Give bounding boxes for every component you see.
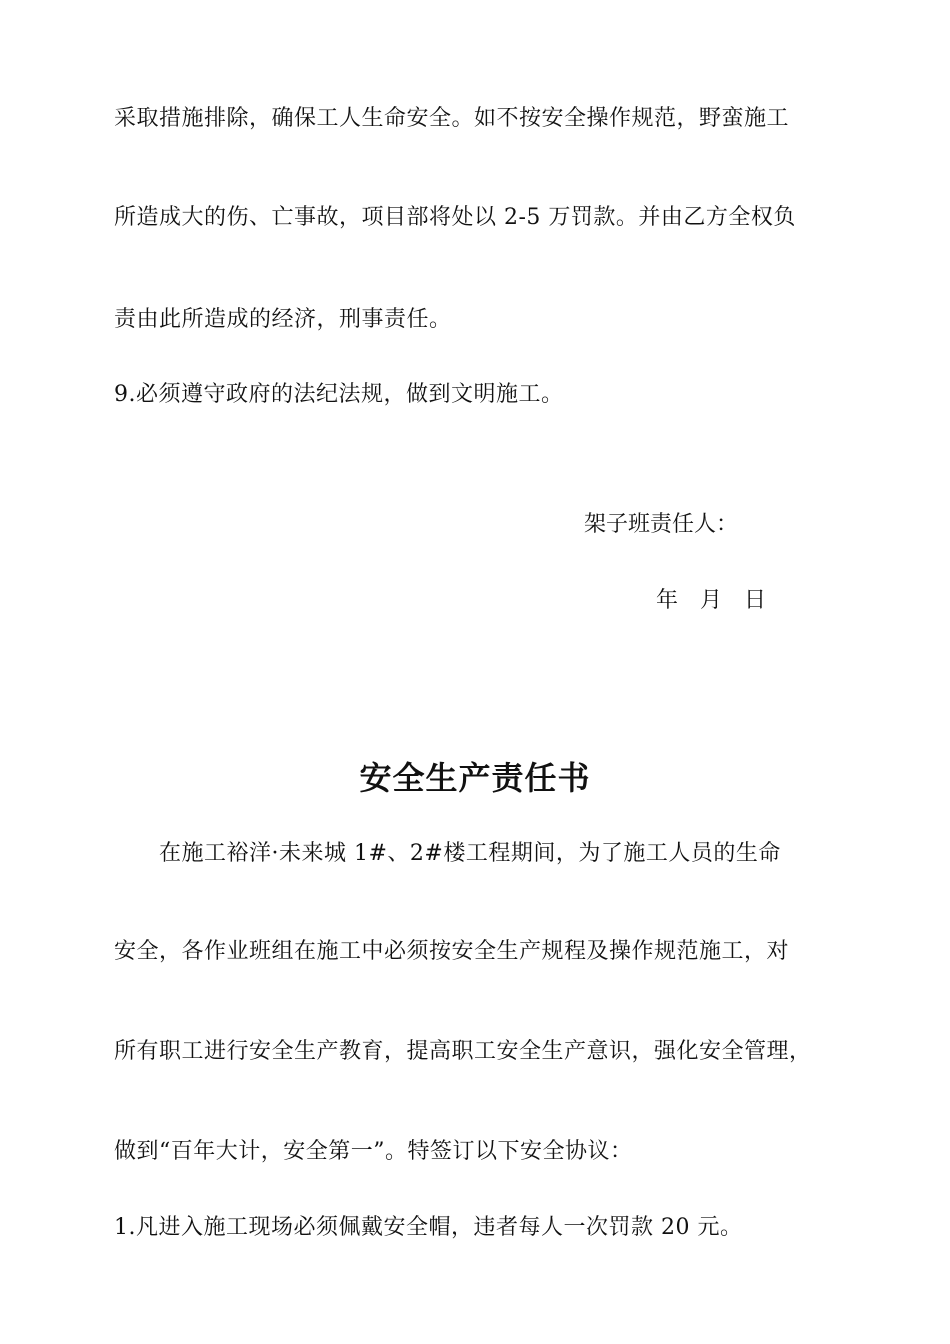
document-title: 安全生产责任书 bbox=[359, 759, 591, 797]
continuation-line-2: 所造成大的伤、亡事故，项目部将处以 2-5 万罚款。并由乙方全权负 bbox=[114, 205, 796, 230]
signature-date-label: 年 月 日 bbox=[656, 588, 767, 613]
body-line-2: 安全，各作业班组在施工中必须按安全生产规程及操作规范施工，对 bbox=[114, 939, 790, 964]
continuation-line-3: 责由此所造成的经济，刑事责任。 bbox=[114, 307, 452, 332]
signature-responsible-label: 架子班责任人： bbox=[584, 512, 739, 537]
continuation-line-1: 采取措施排除，确保工人生命安全。如不按安全操作规范，野蛮施工 bbox=[114, 106, 790, 131]
body-line-1: 在施工裕洋·未来城 1#、2#楼工程期间，为了施工人员的生命 bbox=[114, 841, 781, 866]
body-line-4: 做到“百年大计，安全第一”。特签订以下安全协议： bbox=[114, 1139, 633, 1164]
clause-1: 1.凡进入施工现场必须佩戴安全帽，违者每人一次罚款 20 元。 bbox=[114, 1215, 743, 1240]
body-line-3: 所有职工进行安全生产教育，提高职工安全生产意识，强化安全管理， bbox=[114, 1039, 812, 1064]
clause-9: 9.必须遵守政府的法纪法规，做到文明施工。 bbox=[114, 382, 564, 407]
